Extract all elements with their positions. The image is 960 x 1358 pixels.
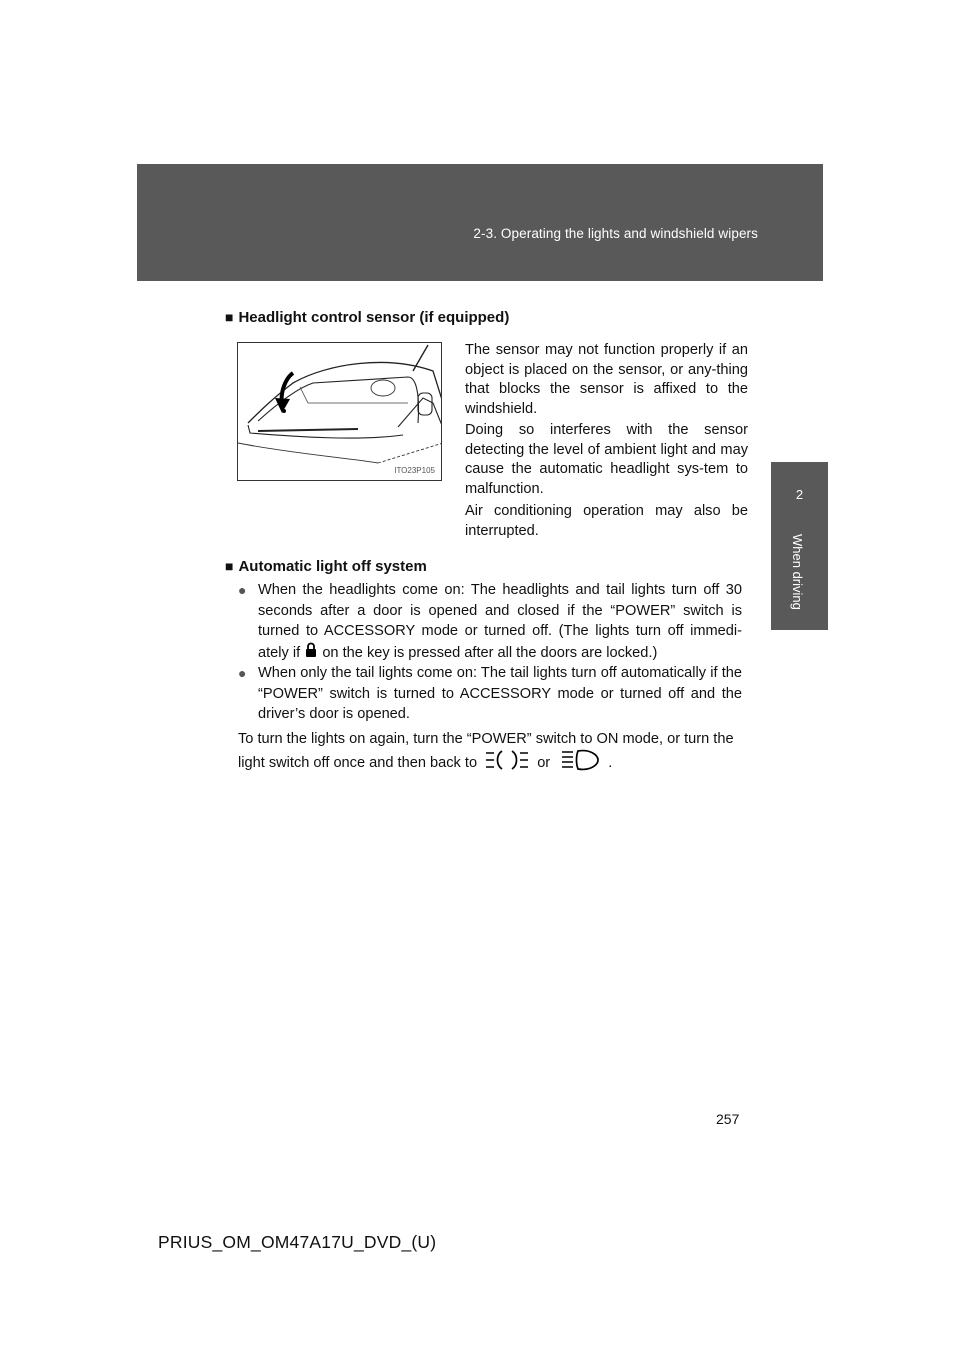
page-number: 257 — [716, 1111, 740, 1127]
bullet-dot-icon: ● — [238, 665, 247, 681]
sensor-paragraph-1: The sensor may not function properly if an object is placed on the sensor, or any-thing that blocks the sensor is affixed to the windshield. — [465, 342, 748, 417]
tail-lights-icon — [485, 749, 529, 777]
sensor-paragraph-3: Air conditioning operation may also be interrupted. — [465, 503, 748, 539]
sensor-paragraph-2: Doing so interferes with the sensor detecting the level of ambient light and may cause the automatic headlight sys-tem to malfunction. — [465, 422, 748, 497]
headlight-sensor-heading: ■ Headlight control sensor (if equipped) — [225, 309, 510, 326]
lock-icon — [304, 642, 318, 665]
chapter-label: When driving — [790, 534, 805, 610]
chapter-number: 2 — [795, 487, 804, 502]
bullet-tail-lights-come-on: ● When only the tail lights come on: The tail lights turn off automatically if the “POWER” switch is turned to ACCESSORY mode or turned off and the driver’s door is opened. — [238, 665, 742, 722]
headlight-icon — [560, 749, 600, 777]
sensor-figure — [237, 342, 442, 481]
section-title: 2-3. Operating the lights and windshield wipers — [473, 226, 758, 241]
header-band — [137, 164, 823, 281]
bullet-dot-icon: ● — [238, 582, 247, 598]
heading-square-icon: ■ — [225, 558, 234, 574]
auto-light-off-heading: ■ Automatic light off system — [225, 558, 427, 575]
figure-code: ITO23P105 — [394, 466, 435, 475]
document-code: PRIUS_OM_OM47A17U_DVD_(U) — [158, 1232, 437, 1252]
bullet-headlights-come-on: ● When the headlights come on: The headlights and tail lights turn off 30 seconds after a door is opened and closed if the “POWER” switch is turned to ACCESSORY mode or turned off. (The lights turn off immedi-ately if on the key is pressed after all the doors are locked.) — [238, 580, 742, 664]
heading-square-icon: ■ — [225, 309, 234, 325]
windshield-illustration — [238, 343, 442, 481]
closing-paragraph: To turn the lights on again, turn the “POWER” switch to ON mode, or turn the light switch off once and then back to or . — [238, 729, 750, 777]
chapter-tab — [771, 462, 828, 630]
